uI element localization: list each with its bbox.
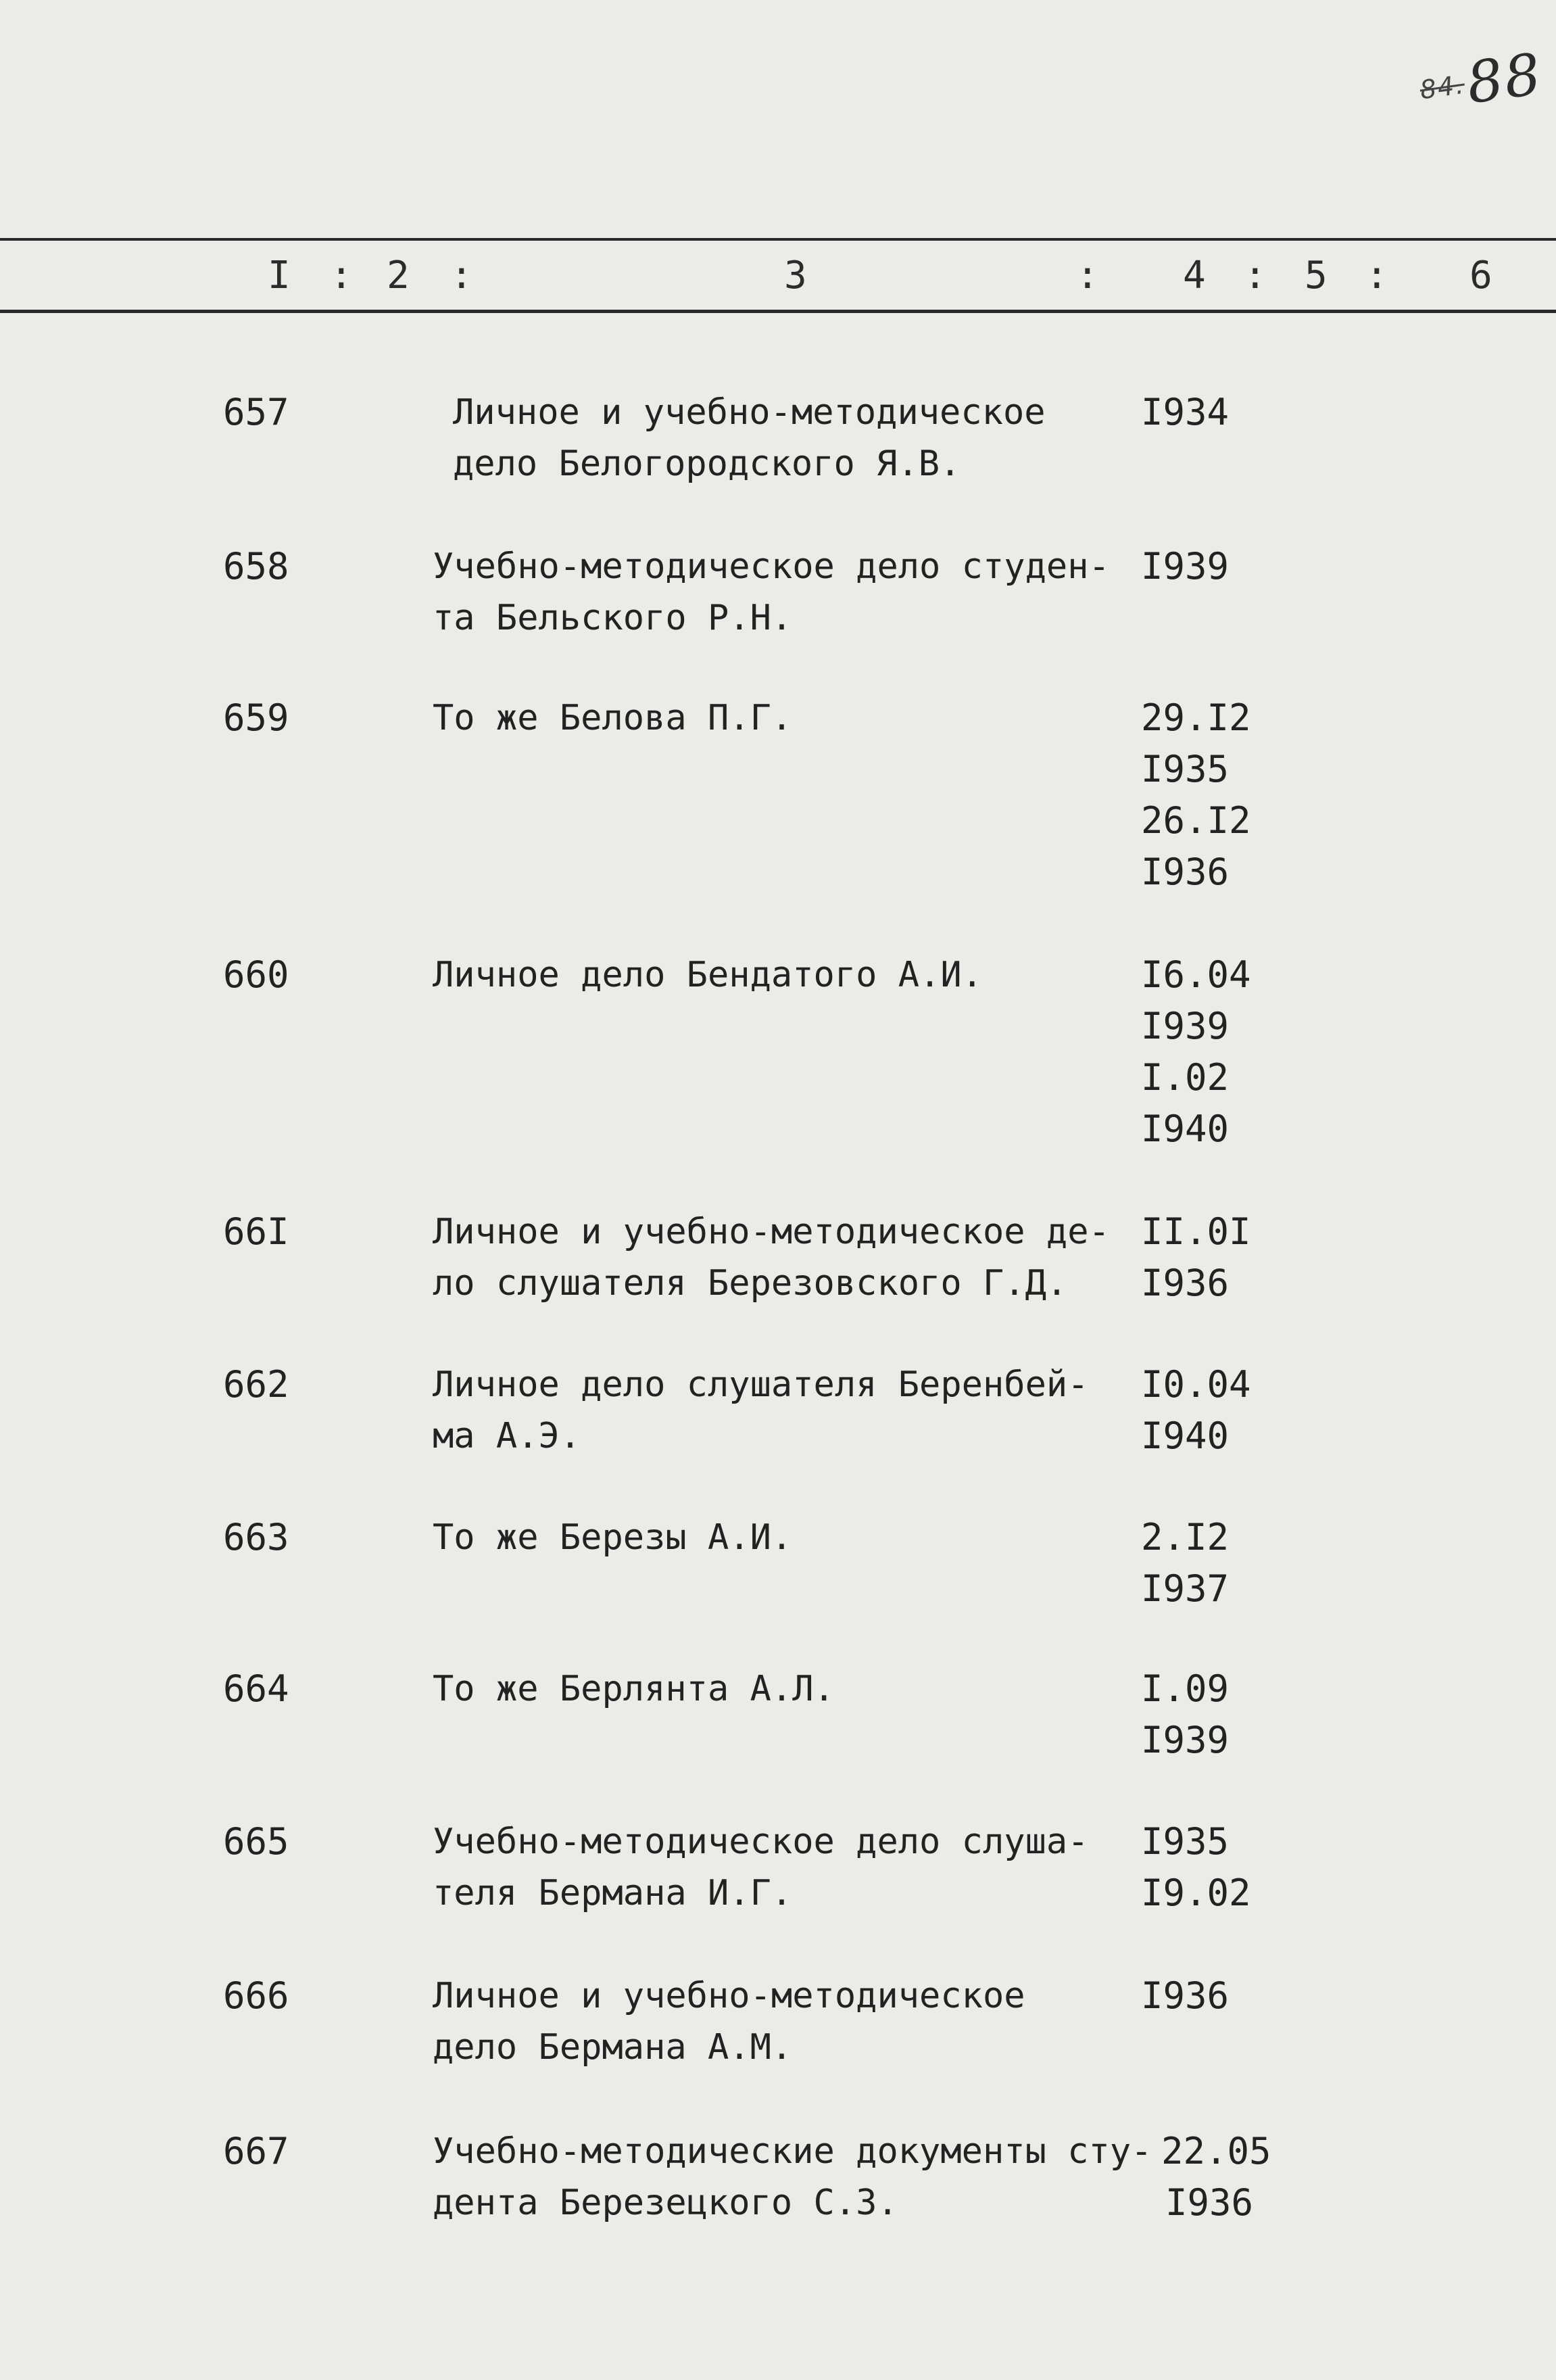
entry-date: I936	[1141, 1262, 1230, 1304]
entry-date: I934	[1141, 391, 1230, 433]
entry-number: 66I	[223, 1210, 289, 1253]
entry-title	[433, 1359, 1129, 1462]
column-separator: :	[1076, 254, 1099, 298]
column-separator: :	[1244, 254, 1267, 298]
column-header-1: I	[268, 254, 291, 298]
entry-dates	[1141, 1512, 1229, 1615]
column-header-3: 3	[784, 254, 807, 298]
entry-dates	[1141, 692, 1251, 898]
entry-number: 658	[223, 545, 289, 588]
entry-date: I936	[1141, 851, 1230, 893]
entry-date: I6.04	[1141, 953, 1251, 996]
entry-date: I939	[1141, 1719, 1230, 1761]
entry-title	[453, 387, 1149, 490]
entry-title	[433, 1663, 1129, 1715]
column-separator: :	[1365, 254, 1388, 298]
entry-title-line: дело Белогородского Я.В.	[453, 444, 961, 484]
entry-dates	[1141, 1816, 1251, 1919]
entry-number: 659	[223, 696, 289, 739]
entry-date: I937	[1141, 1567, 1230, 1610]
entry-number: 665	[223, 1820, 289, 1863]
header-top-rule	[0, 238, 1556, 241]
column-separator: :	[330, 254, 353, 298]
entry-date: I939	[1141, 1005, 1230, 1047]
entry-title	[433, 2126, 1152, 2229]
page-number-old: 84.	[1417, 69, 1467, 105]
entry-title-line: ма А.Э.	[433, 1416, 581, 1456]
entry-dates	[1161, 2126, 1271, 2229]
column-header-4: 4	[1183, 254, 1206, 298]
entry-number: 662	[223, 1363, 289, 1406]
entry-title-line: Личное и учебно-методическое де-	[433, 1212, 1110, 1252]
entry-title-line: дело Бермана А.М.	[433, 2027, 793, 2068]
entry-date: 26.I2	[1141, 799, 1251, 842]
entry-number: 666	[223, 1974, 289, 2017]
entry-date: I939	[1141, 545, 1230, 588]
entry-date: I940	[1141, 1414, 1230, 1457]
entry-number: 657	[223, 391, 289, 433]
entry-date: 2.I2	[1141, 1516, 1230, 1558]
entry-title-line: та Бельского Р.Н.	[433, 598, 793, 638]
entry-date: I935	[1141, 748, 1230, 790]
entry-title-line: Учебно-методическое дело слуша-	[433, 1822, 1089, 1862]
entry-dates	[1141, 387, 1229, 438]
entry-title-line: дента Березецкого С.З.	[433, 2183, 898, 2223]
entry-number: 660	[223, 953, 289, 996]
entry-number: 663	[223, 1516, 289, 1558]
entry-date: I0.04	[1141, 1363, 1251, 1406]
entry-title	[433, 949, 1129, 1001]
entry-dates	[1141, 1663, 1229, 1766]
entry-date: I9.02	[1141, 1872, 1251, 1914]
archive-page-number	[1415, 41, 1546, 123]
entry-title-line: Личное и учебно-методическое	[453, 392, 1046, 433]
entry-title	[433, 1512, 1129, 1563]
entry-number: 667	[223, 2130, 289, 2172]
entry-date: 22.05	[1161, 2130, 1271, 2172]
entry-date: I.02	[1141, 1056, 1230, 1099]
entry-title	[433, 1970, 1129, 2073]
entry-title-line: Личное и учебно-методическое	[433, 1976, 1025, 2016]
entry-title-line: То же Берлянта А.Л.	[433, 1669, 835, 1709]
entry-number: 664	[223, 1667, 289, 1710]
entry-date: I936	[1141, 1974, 1230, 2017]
column-separator: :	[450, 254, 473, 298]
column-header-5: 5	[1305, 254, 1328, 298]
entry-date: I940	[1141, 1108, 1230, 1150]
entry-title-line: ло слушателя Березовского Г.Д.	[433, 1263, 1068, 1304]
entry-title-line: Учебно-методическое дело студен-	[433, 546, 1110, 587]
entry-dates	[1141, 949, 1251, 1155]
entry-title-line: теля Бермана И.Г.	[433, 1873, 793, 1913]
page-number-new: 88	[1462, 40, 1547, 117]
entry-title	[433, 1206, 1129, 1309]
entry-title-line: Учебно-методические документы сту-	[433, 2131, 1152, 2172]
entry-date: I936	[1165, 2181, 1254, 2224]
entry-title	[433, 541, 1129, 644]
entry-title	[433, 1816, 1129, 1919]
entry-title-line: Личное дело слушателя Беренбей-	[433, 1364, 1089, 1405]
entry-title-line: То же Березы А.И.	[433, 1517, 793, 1558]
entry-dates	[1141, 541, 1229, 592]
entry-dates	[1141, 1970, 1229, 2022]
entry-dates	[1141, 1359, 1251, 1462]
entry-date: I.09	[1141, 1667, 1230, 1710]
column-header-2: 2	[387, 254, 410, 298]
entry-title-line: Личное дело Бендатого А.И.	[433, 955, 983, 995]
entry-dates	[1141, 1206, 1251, 1309]
entry-date: 29.I2	[1141, 696, 1251, 739]
column-header-6: 6	[1469, 254, 1492, 298]
entry-title-line: То же Белова П.Г.	[433, 698, 793, 738]
entry-date: II.0I	[1141, 1210, 1251, 1253]
entry-title	[433, 692, 1129, 744]
entry-date: I935	[1141, 1820, 1230, 1863]
header-bottom-rule	[0, 310, 1556, 313]
